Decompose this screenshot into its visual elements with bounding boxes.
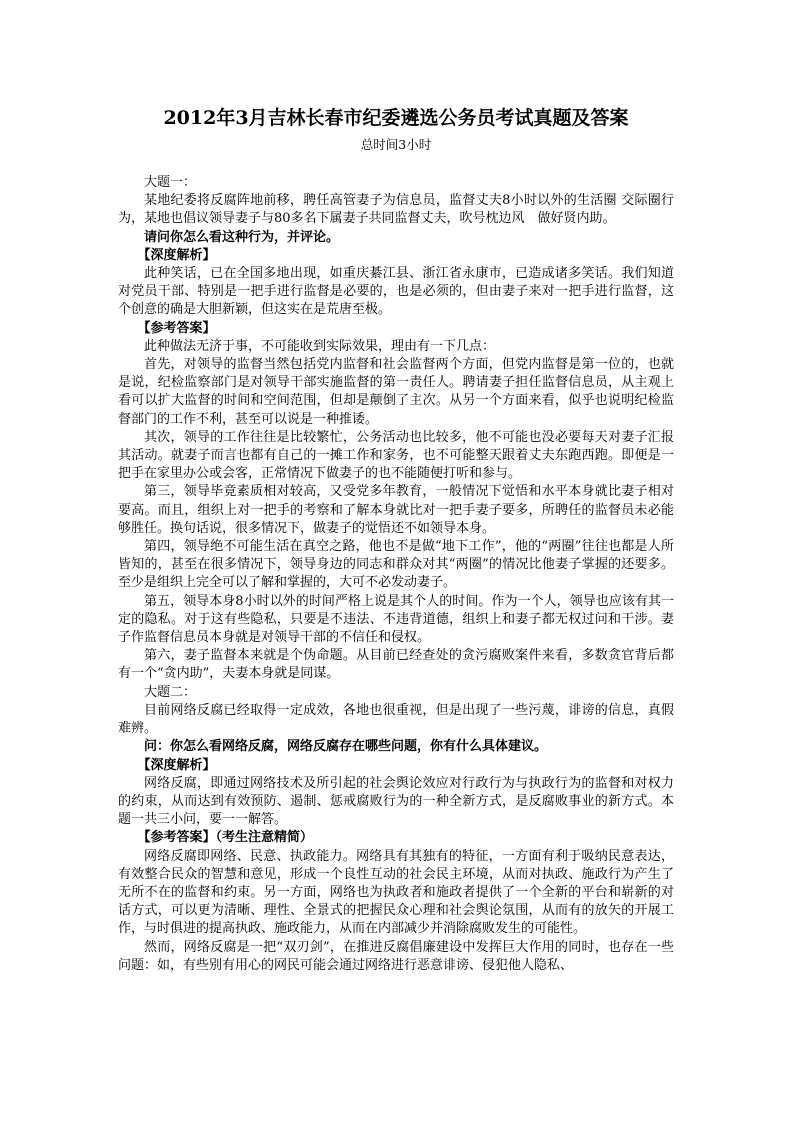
q1-answer-third: 第三，领导毕竟素质相对较高，又受党多年教育，一般情况下觉悟和水平本身就比妻子相对要高。而且，组织上对一把手的考察和了解本身就比对一把手妻子要多，所聘任的监督员未必能够胜任。换句话说，很多情况下，做妻子的觉悟还不如领导本身。 — [118, 484, 674, 536]
q1-heading: 大题一： — [144, 175, 197, 190]
q2-answer-second: 然而，网络反腐是一把“双刃剑”，在推进反腐倡廉建设中发挥巨大作用的同时，也存在一些问题：如，有些别有用心的网民可能会通过网络进行恶意诽谤、侵犯他人隐私、 — [118, 939, 674, 973]
q2-answer-first: 网络反腐即网络、民意、执政能力。网络具有其独有的特征，一方面有利于吸纳民意表达，有效整合民众的智慧和意见，形成一个良性互动的社会民主环境，从而对执政、施政行为产生了无所不在的监督和约束。另一方面，网络也为执政者和施政者提供了一个全新的平台和崭新的对话方式，可以更为清晰、理性、全景式的把握民众心理和社会舆论氛围，从而有的放矢的开展工作，与时俱进的提高执政、施政能力，从而在内部减少并消除腐败发生的可能性。 — [118, 848, 674, 937]
q1-answer-fifth: 第五，领导本身8小时以外的时间严格上说是其个人的时间。作为一个人，领导也应该有其一定的隐私。对于这有些隐私，只要是不违法、不违背道德，组织上和妻子都无权过问和干涉。妻子作监督信息员本身就是对领导干部的不信任和侵权。 — [118, 593, 674, 646]
q1-answer-intro: 此种做法无济于事，不可能收到实际效果，理由有一下几点： — [144, 338, 496, 354]
q2-analysis-label: 【深度解析】 — [137, 757, 216, 773]
q1-analysis-label: 【深度解析】 — [137, 247, 216, 263]
q1-question: 请问你怎么看这种行为，并评论。 — [144, 229, 340, 245]
q2-analysis: 网络反腐，即通过网络技术及所引起的社会舆论效应对行政行为与执政行为的监督和对权力的约束，从而达到有效预防、遏制、惩戒腐败行为的一种全新方式，是反腐败事业的新方式。本题一共三小问，要一一解答。 — [118, 775, 674, 828]
q1-material: 某地纪委将反腐阵地前移，聘任高管妻子为信息员，监督丈夫8小时以外的生活圈 交际圈行为，某地也倡议领导妻子与80多名下属妻子共同监督丈夫，吹号枕边风 做好贤内助。 — [118, 193, 674, 227]
q2-heading: 大题二： — [144, 684, 197, 700]
q1-answer-fourth: 第四，领导绝不可能生活在真空之路，他也不是做“地下工作”，他的“两圈”往往也都是人所皆知的，甚至在很多情况下，领导身边的同志和群众对其“两圈”的情况比他妻子掌握的还要多。至少是组织上完全可以了解和掌握的，大可不必发动妻子。 — [118, 539, 674, 591]
q2-question: 问：你怎么看网络反腐，网络反腐存在哪些问题，你有什么具体建议。 — [144, 739, 548, 755]
q2-material: 目前网络反腐已经取得一定成效，各地也很重视，但是出现了一些污蔑，诽谤的信息，真假难辨。 — [118, 702, 674, 737]
q1-answer-second: 其次，领导的工作往往是比较繁忙，公务活动也比较多，他不可能也没必要每天对妻子汇报其活动。就妻子而言也都有自己的一摊工作和家务，也不可能整天跟着丈夫东跑西跑。即便是一把手在家里办公或会客，正常情况下做妻子的也不能随便打听和参与。 — [118, 429, 674, 482]
page-title: 2012年3月吉林长春市纪委遴选公务员考试真题及答案 — [163, 107, 629, 129]
page-subtitle: 总时间3小时 — [360, 137, 432, 152]
q1-analysis: 此种笑话，已在全国多地出现，如重庆綦江县、浙江省永康市，已造成诸多笑话。我们知道对党员干部、特别是一把手进行监督是必要的，也是必须的，但由妻子来对一把手进行监督，这个创意的确是大胆新颖，但这实在是荒唐至极。 — [118, 266, 674, 318]
q1-answer-first: 首先，对领导的监督当然包括党内监督和社会监督两个方面，但党内监督是第一位的，也就是说，纪检监察部门是对领导干部实施监督的第一责任人。聘请妻子担任监督信息员，从主观上看可以扩大监督的时间和空间范围，但却是颠倒了主次。从另一个方面来看，似乎也说明纪检监督部门的工作不利，甚至可以说是一种推诿。 — [118, 357, 674, 427]
q1-answer-sixth: 第六，妻子监督本来就是个伪命题。从目前已经查处的贪污腐败案件来看，多数贪官背后都有一个“贪内助”，夫妻本身就是同谋。 — [118, 648, 674, 682]
document-page — [118, 104, 674, 975]
q2-answer-label: 【参考答案】（考生注意精简） — [137, 830, 314, 846]
document-body — [118, 174, 674, 975]
q1-answer-label: 【参考答案】 — [137, 320, 216, 336]
